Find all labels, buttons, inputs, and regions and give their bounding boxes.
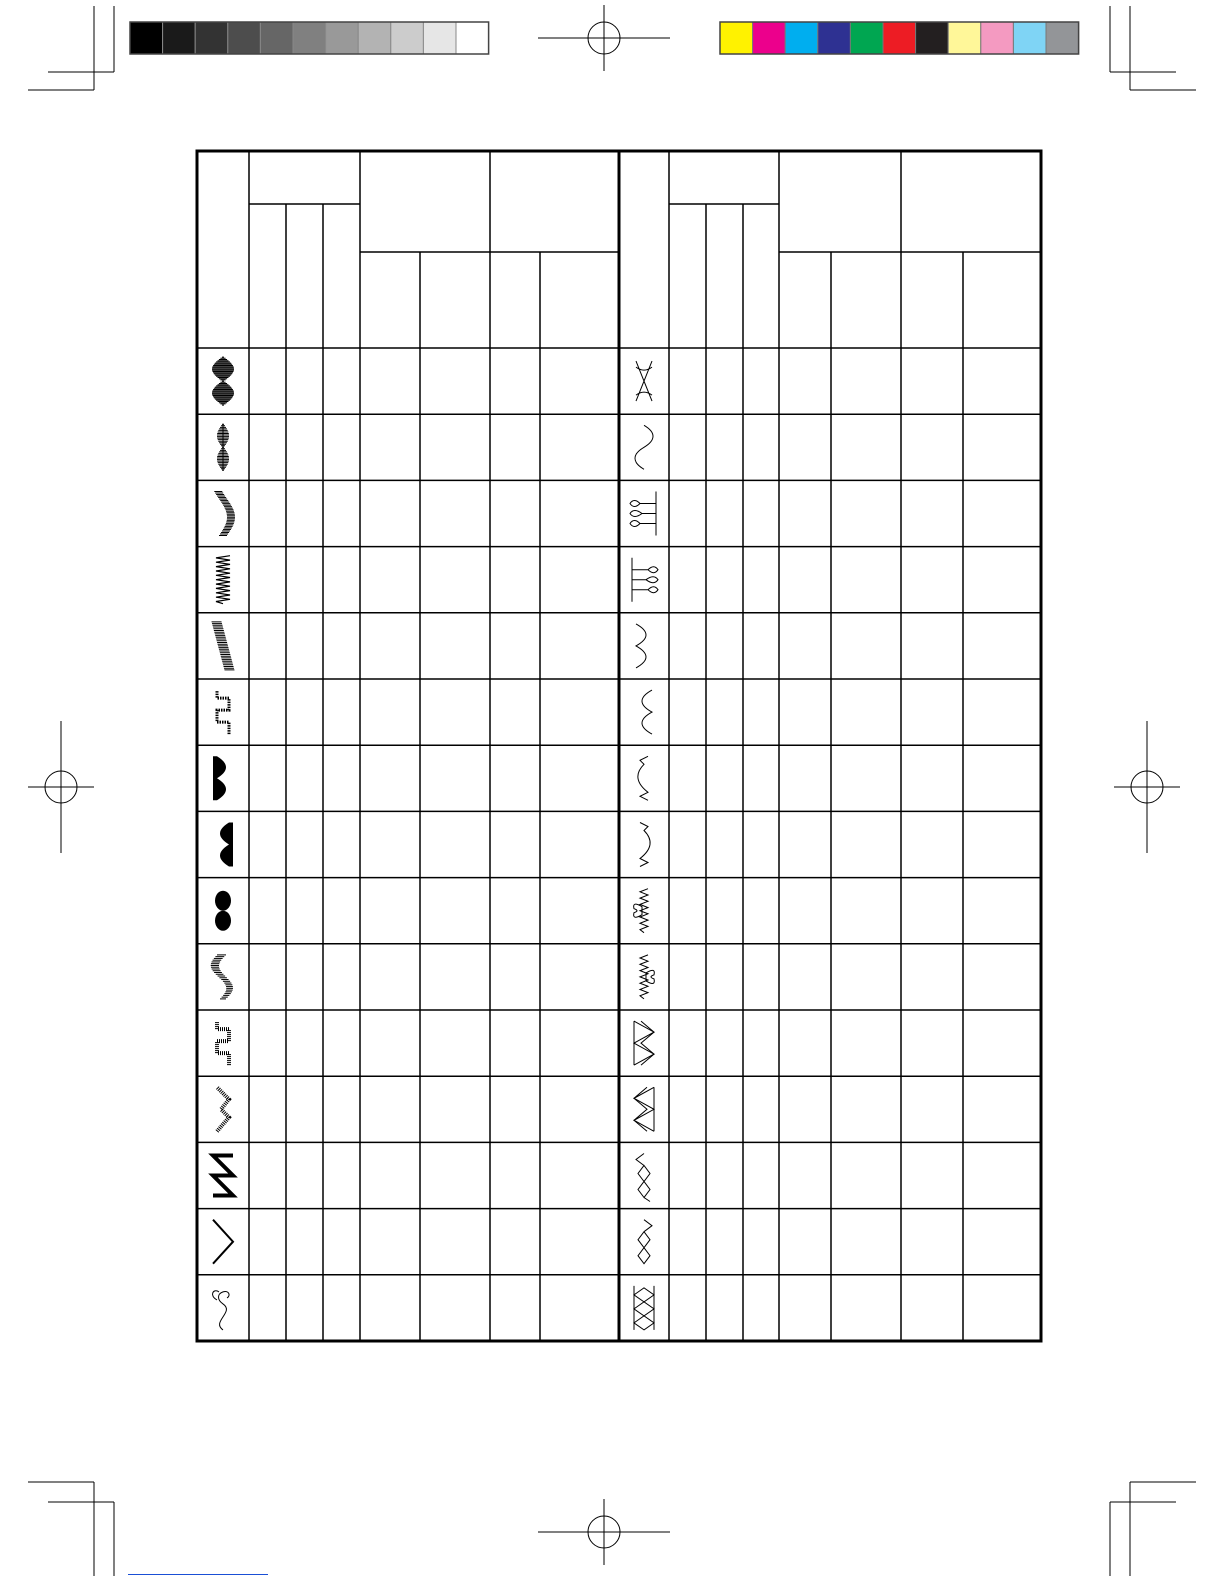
tulip (632, 558, 658, 602)
zigzag-triple-stitch-icon (634, 1021, 654, 1065)
registration-crosshair-icon (538, 1499, 670, 1565)
heart-wave (640, 955, 654, 999)
registration-crosshair-icon (1114, 721, 1180, 853)
satin-path (212, 357, 234, 405)
diamond-chain-reverse-stitch-icon (638, 1220, 652, 1264)
gray-swatch (228, 22, 261, 54)
satin-path (212, 622, 235, 670)
left-stitch-icons (211, 357, 235, 1330)
heart-wave-stitch-icon (634, 889, 648, 933)
bold-zigzag-stitch-icon (213, 1156, 233, 1196)
triple-zigzag (634, 1087, 647, 1131)
scallop-fill (220, 823, 233, 867)
gray-swatch (423, 22, 456, 54)
gray-swatch (326, 22, 359, 54)
color-swatch-bar (720, 22, 1079, 54)
cross-leaf-stitch-icon (636, 361, 652, 401)
scallop-fill (213, 756, 226, 800)
footer-underline (128, 1574, 268, 1575)
satin-diamond-stitch-icon (212, 357, 234, 405)
satin-leaf-wave-stitch-icon (211, 955, 233, 999)
color-swatch (1046, 22, 1079, 54)
stitch-chart-table (197, 151, 1041, 1341)
satin-oval-stitch-icon (215, 891, 231, 931)
wave-hook-reverse-stitch-icon (640, 823, 650, 867)
color-swatch (753, 22, 786, 54)
gray-swatch (456, 22, 489, 54)
oval-fill (215, 911, 231, 931)
color-swatch (981, 22, 1014, 54)
color-swatch (916, 22, 949, 54)
scallop-arch-stitch-icon (636, 624, 646, 668)
vine-curl-stitch-icon (213, 1291, 230, 1330)
color-swatch (720, 22, 753, 54)
registration-crosshair-icon (28, 721, 94, 853)
zigzag-triple-reverse-stitch-icon (634, 1087, 654, 1131)
grayscale-swatch-bar (130, 22, 489, 54)
registration-marks (28, 5, 1180, 1565)
color-swatch (818, 22, 851, 54)
feather-zigzag-stitch-icon (217, 424, 229, 470)
satin-castle-stitch-icon (217, 690, 229, 734)
serpentine (635, 425, 653, 469)
gray-swatch (391, 22, 424, 54)
triple-zigzag (641, 1021, 654, 1065)
chevron-path (213, 1220, 233, 1264)
tulip-reverse-stitch-icon (632, 558, 658, 602)
gray-swatch (293, 22, 326, 54)
gray-swatch (163, 22, 196, 54)
tulip-stitch-icon (630, 492, 656, 536)
color-swatch (948, 22, 981, 54)
gray-swatch (130, 22, 163, 54)
zigzag-satin-steps-stitch-icon (216, 556, 230, 604)
color-swatch (785, 22, 818, 54)
heart-wave-reverse-stitch-icon (640, 955, 654, 999)
satin-scallop-reverse-stitch-icon (220, 823, 233, 867)
color-swatch (1013, 22, 1046, 54)
satin-step-arrow-stitch-icon (217, 1087, 229, 1131)
diamond-chain (636, 1154, 650, 1202)
right-stitch-icons (630, 361, 658, 1330)
satin-blocks-stitch-icon (217, 1021, 229, 1065)
tulip (630, 492, 656, 536)
wave-hook (638, 756, 648, 800)
scallop-cup (642, 690, 652, 734)
gray-swatch (260, 22, 293, 54)
diamond-row-stitch-icon (634, 1286, 654, 1330)
cross-leaf (636, 361, 652, 401)
heart-wave (634, 889, 648, 933)
triple-zigzag (634, 1021, 654, 1065)
castle-path (217, 690, 229, 734)
diamond-chain (638, 1220, 652, 1264)
zigzag-path (216, 556, 230, 604)
triple-zigzag (634, 1087, 654, 1131)
scallop-arch (636, 624, 646, 668)
chevron-stitch-icon (213, 1220, 233, 1264)
oval-fill (215, 891, 231, 911)
gray-swatch (358, 22, 391, 54)
registration-crosshair-icon (538, 5, 670, 71)
wave-hook-stitch-icon (638, 756, 648, 800)
scallop-cup-stitch-icon (642, 690, 652, 734)
satin-wave-stitch-icon (214, 492, 235, 536)
diamond-chain-stitch-icon (636, 1154, 650, 1202)
bold-zigzag (213, 1156, 233, 1196)
arrow-path (217, 1087, 229, 1131)
satin-path (217, 424, 229, 470)
wave-hook (640, 823, 650, 867)
satin-diagonal-stitch-icon (212, 622, 235, 670)
gray-swatch (195, 22, 228, 54)
color-swatch (883, 22, 916, 54)
blocks-path (217, 1021, 229, 1065)
satin-scallop-stitch-icon (213, 756, 226, 800)
color-swatch (850, 22, 883, 54)
diamond-row (634, 1286, 654, 1330)
serpentine-stitch-icon (635, 425, 653, 469)
vine-path (213, 1291, 230, 1330)
